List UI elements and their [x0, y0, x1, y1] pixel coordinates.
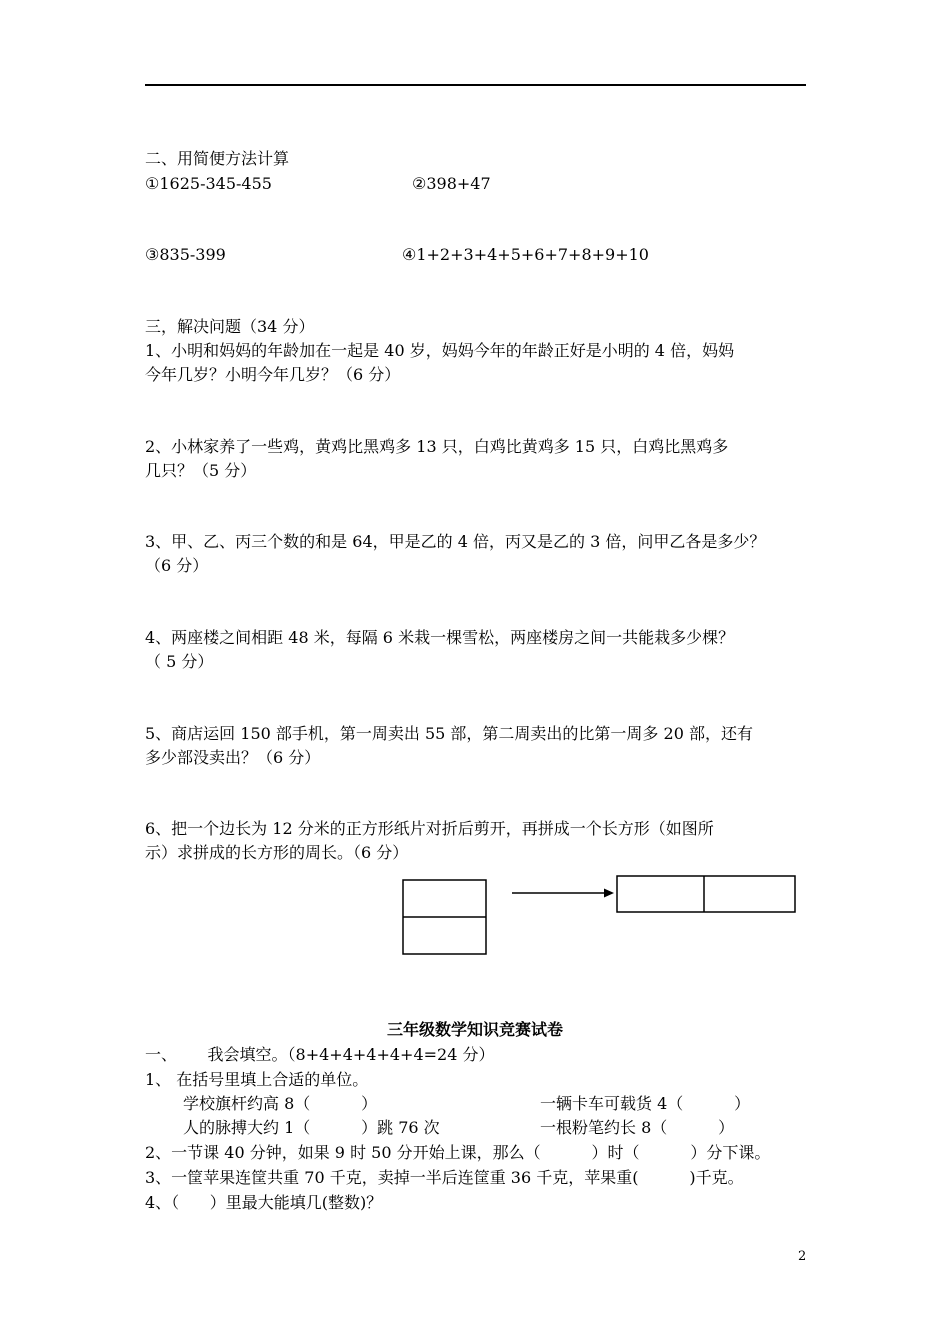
problem-2-line-2: 几只？（5 分）	[145, 461, 257, 480]
problem-3-line-2: （6 分）	[145, 556, 209, 575]
problem-1-line-1: 1、小明和妈妈的年龄加在一起是 40 岁，妈妈今年的年龄正好是小明的 4 倍，妈妈	[145, 341, 735, 360]
fill-question-1b: 一辆卡车可载货 4（ ）	[540, 1094, 751, 1113]
calc-question-3: ③835-399	[145, 245, 226, 264]
page-number: 2	[798, 1249, 807, 1264]
problem-4-line-1: 4、两座楼之间相距 48 米，每隔 6 米栽一棵雪松，两座楼房之间一共能栽多少棵？	[145, 628, 735, 647]
fill-question-1a: 学校旗杆约高 8（ ）	[183, 1094, 378, 1113]
problem-6-line-2: 示）求拼成的长方形的周长。（6 分）	[145, 843, 409, 862]
problem-6-line-1: 6、把一个边长为 12 分米的正方形纸片对折后剪开，再拼成一个长方形（如图所	[145, 819, 714, 838]
problem-2-line-1: 2、小林家养了一些鸡，黄鸡比黑鸡多 13 只，白鸡比黄鸡多 15 只，白鸡比黑鸡多	[145, 437, 729, 456]
section-heading-2: 二、用简便方法计算	[145, 149, 290, 168]
fill-question-1c: 人的脉搏大约 1（ ）跳 76 次	[183, 1118, 440, 1137]
calc-question-4: ④1+2+3+4+5+6+7+8+9+10	[402, 245, 649, 264]
fill-question-1d: 一根粉笔约长 8（ ）	[540, 1118, 735, 1137]
problem-3-line-1: 3、甲、乙、丙三个数的和是 64，甲是乙的 4 倍，丙又是乙的 3 倍，问甲乙各是多少？	[145, 532, 766, 551]
section-heading-3: 三，解决问题（34 分）	[145, 317, 315, 336]
problem-5-line-2: 多少部没卖出？（6 分）	[145, 748, 321, 767]
exam-title: 三年级数学知识竞赛试卷	[386, 1020, 563, 1039]
problem-5-line-1: 5、商店运回 150 部手机，第一周卖出 55 部，第二周卖出的比第一周多 20 部，还有	[145, 724, 753, 743]
problem-1-line-2: 今年几岁？小明今年几岁？（6 分）	[145, 365, 401, 384]
fill-question-2: 2、一节课 40 分钟，如果 9 时 50 分开始上课，那么（ ）时（ ）分下课。	[145, 1143, 771, 1162]
square-to-rectangle-diagram	[400, 870, 800, 960]
fill-question-4: 4、（ ）里最大能填几(整数)？	[145, 1193, 383, 1212]
arrow-head-icon	[604, 889, 614, 898]
calc-question-1: ①1625-345-455	[145, 174, 272, 193]
assembled-rectangle	[617, 876, 795, 912]
problem-4-line-2: （ 5 分）	[145, 652, 214, 671]
fill-in-heading: 一、 我会填空。（8+4+4+4+4+4=24 分）	[145, 1045, 495, 1064]
calc-question-2: ②398+47	[412, 174, 491, 193]
header-rule	[145, 84, 806, 86]
fill-question-1: 1、 在括号里填上合适的单位。	[145, 1070, 369, 1089]
fill-question-3: 3、一筐苹果连筐共重 70 千克，卖掉一半后连筐重 36 千克，苹果重( )千克。	[145, 1168, 744, 1187]
